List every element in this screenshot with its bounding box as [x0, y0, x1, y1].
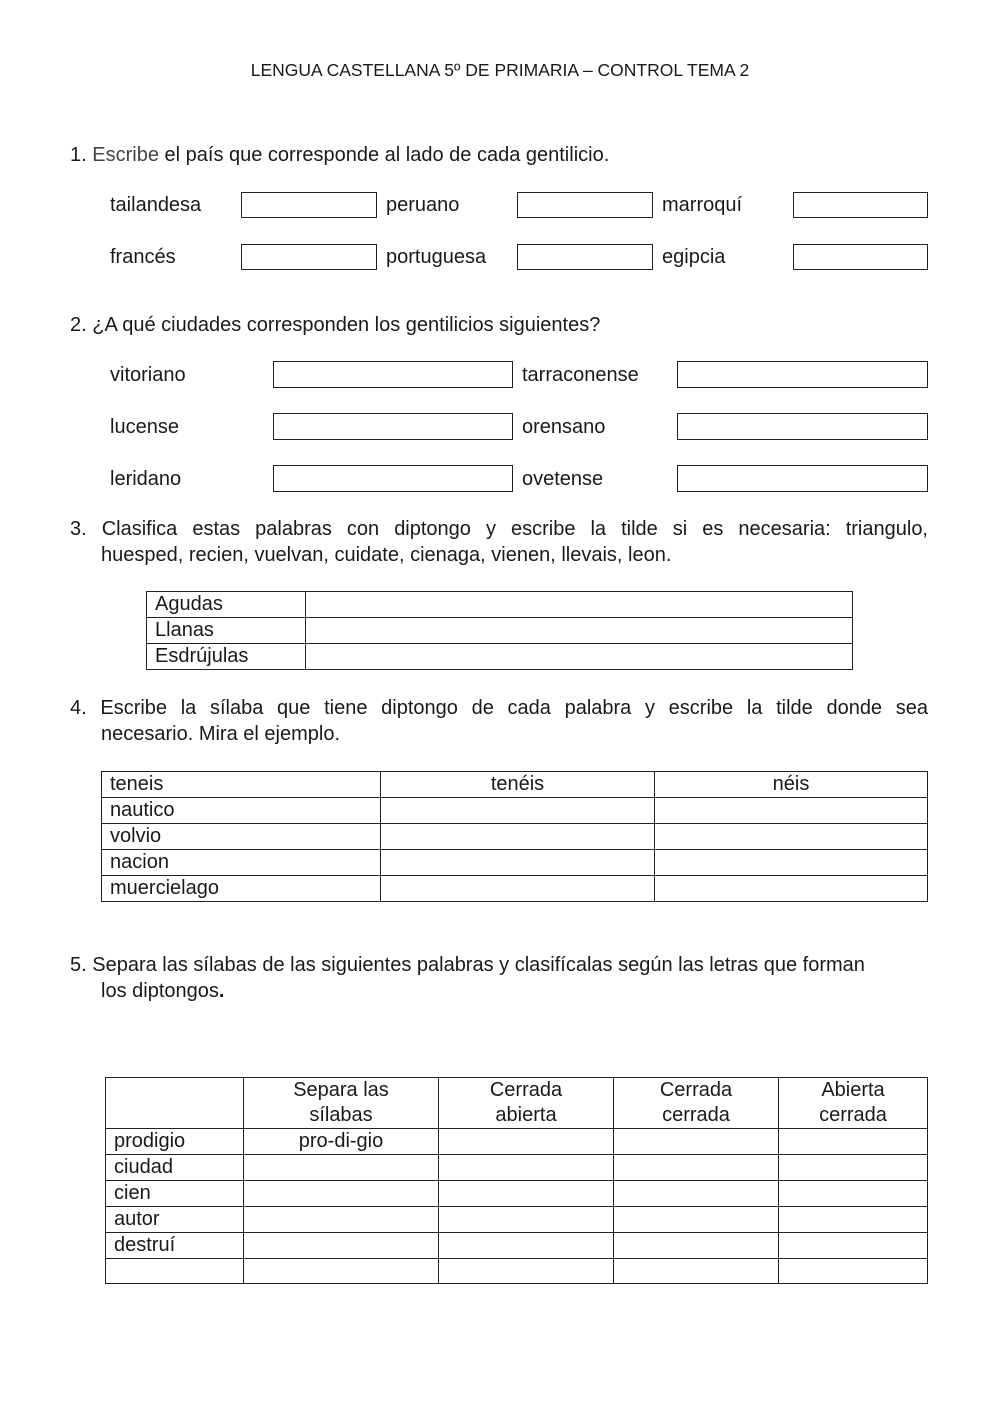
cerrada-abierta-cell[interactable] — [439, 1181, 614, 1207]
q1-label-peruano: peruano — [386, 194, 460, 216]
abierta-cerrada-cell[interactable] — [779, 1259, 928, 1284]
q1-label-tailandesa: tailandesa — [110, 194, 202, 216]
syllable-cell[interactable] — [655, 798, 928, 824]
word-cell: ciudad — [106, 1155, 244, 1181]
word-cell: muercielago — [102, 876, 381, 902]
tilde-cell[interactable] — [381, 824, 655, 850]
question-3-prompt — [70, 516, 928, 568]
q1-label-frances: francés — [110, 246, 176, 268]
q2-answer-box-4[interactable] — [677, 413, 928, 440]
cerrada-abierta-cell[interactable] — [439, 1129, 614, 1155]
answer-cell[interactable] — [306, 644, 853, 670]
syllable-split-cell: pro-di-gio — [244, 1129, 439, 1155]
syllable-cell[interactable] — [655, 824, 928, 850]
syllable-cell[interactable] — [655, 850, 928, 876]
cerrada-abierta-cell[interactable] — [439, 1233, 614, 1259]
syllable-split-cell[interactable] — [244, 1233, 439, 1259]
table-row — [106, 1259, 928, 1284]
q1-answer-box-2[interactable] — [517, 192, 653, 218]
table-row — [106, 1207, 928, 1233]
table-row — [102, 798, 928, 824]
classification-table — [146, 591, 853, 670]
header-cell: Separa las sílabas — [244, 1078, 439, 1129]
word-cell: prodigio — [106, 1129, 244, 1155]
answer-cell[interactable] — [306, 592, 853, 618]
word-cell: autor — [106, 1207, 244, 1233]
cerrada-cerrada-cell[interactable] — [614, 1129, 779, 1155]
syllable-split-cell[interactable] — [244, 1155, 439, 1181]
question-4-line-1: 4. Escribe la sílaba que tiene diptongo de cada palabra y escribe la tilde donde sea — [70, 697, 928, 719]
table-header-row — [106, 1078, 928, 1129]
cerrada-abierta-cell[interactable] — [439, 1207, 614, 1233]
question-1-number: 1. — [70, 144, 87, 166]
word-cell: destruí — [106, 1233, 244, 1259]
cerrada-cerrada-cell[interactable] — [614, 1259, 779, 1284]
word-cell: volvio — [102, 824, 381, 850]
header-cell: Cerrada abierta — [439, 1078, 614, 1129]
diptongo-table — [101, 771, 928, 902]
abierta-cerrada-cell[interactable] — [779, 1155, 928, 1181]
tilde-cell: tenéis — [381, 772, 655, 798]
table-row — [102, 850, 928, 876]
abierta-cerrada-cell[interactable] — [779, 1181, 928, 1207]
question-5-prompt — [70, 952, 865, 1004]
table-row — [106, 1233, 928, 1259]
page-title: LENGUA CASTELLANA 5º DE PRIMARIA – CONTROL TEMA 2 — [250, 60, 750, 80]
word-cell: teneis — [102, 772, 381, 798]
q2-label-vitoriano: vitoriano — [110, 364, 186, 386]
q1-label-egipcia: egipcia — [662, 246, 726, 268]
header-cell — [106, 1078, 244, 1129]
row-label: Esdrújulas — [147, 644, 306, 670]
row-label: Llanas — [147, 618, 306, 644]
question-1-prompt — [70, 142, 609, 168]
q1-label-marroqui: marroquí — [662, 194, 743, 216]
q1-label-portuguesa: portuguesa — [386, 246, 487, 268]
q2-answer-box-5[interactable] — [273, 465, 513, 492]
tilde-cell[interactable] — [381, 876, 655, 902]
table-row — [147, 644, 853, 670]
abierta-cerrada-cell[interactable] — [779, 1233, 928, 1259]
question-1-verb: Escribe — [92, 144, 159, 166]
question-3-line-2: huesped, recien, vuelvan, cuidate, cienaga, vienen, llevais, leon. — [101, 544, 672, 566]
q2-label-lucense: lucense — [110, 416, 179, 438]
q2-label-tarraconense: tarraconense — [522, 364, 639, 386]
q2-answer-box-6[interactable] — [677, 465, 928, 492]
syllable-table — [105, 1077, 928, 1284]
answer-cell[interactable] — [306, 618, 853, 644]
cerrada-cerrada-cell[interactable] — [614, 1207, 779, 1233]
tilde-cell[interactable] — [381, 798, 655, 824]
syllable-split-cell[interactable] — [244, 1259, 439, 1284]
table-row — [106, 1155, 928, 1181]
row-label: Agudas — [147, 592, 306, 618]
table-row — [106, 1129, 928, 1155]
q1-answer-box-1[interactable] — [241, 192, 377, 218]
tilde-cell[interactable] — [381, 850, 655, 876]
abierta-cerrada-cell[interactable] — [779, 1129, 928, 1155]
word-cell: cien — [106, 1181, 244, 1207]
header-cell: Cerrada cerrada — [614, 1078, 779, 1129]
cerrada-cerrada-cell[interactable] — [614, 1233, 779, 1259]
cerrada-cerrada-cell[interactable] — [614, 1155, 779, 1181]
syllable-cell[interactable] — [655, 876, 928, 902]
syllable-split-cell[interactable] — [244, 1181, 439, 1207]
q2-label-orensano: orensano — [522, 416, 606, 438]
question-4-line-2: necesario. Mira el ejemplo. — [101, 723, 340, 745]
table-row — [102, 876, 928, 902]
question-3-verb: Clasifica estas palabras con — [101, 518, 380, 540]
q2-answer-box-1[interactable] — [273, 361, 513, 388]
q2-answer-box-3[interactable] — [273, 413, 513, 440]
header-cell: Abierta cerrada — [779, 1078, 928, 1129]
cerrada-abierta-cell[interactable] — [439, 1259, 614, 1284]
q1-answer-box-4[interactable] — [241, 244, 377, 270]
table-row — [106, 1181, 928, 1207]
word-cell[interactable] — [106, 1259, 244, 1284]
word-cell: nacion — [102, 850, 381, 876]
q1-answer-box-5[interactable] — [517, 244, 653, 270]
syllable-cell: néis — [655, 772, 928, 798]
word-cell: nautico — [102, 798, 381, 824]
table-row — [102, 824, 928, 850]
q2-answer-box-2[interactable] — [677, 361, 928, 388]
table-row — [147, 592, 853, 618]
q2-label-ovetense: ovetense — [522, 468, 604, 490]
question-5-line-1: 5. Separa las sílabas de las siguientes palabras y clasifícalas según las letras que forman — [70, 954, 865, 976]
syllable-split-cell[interactable] — [244, 1207, 439, 1233]
table-row — [102, 772, 928, 798]
question-3-line-1: 3. Clasifica estas palabras con diptongo y escribe la tilde si es necesaria: triangulo, — [70, 518, 928, 540]
abierta-cerrada-cell[interactable] — [779, 1207, 928, 1233]
table-row — [147, 618, 853, 644]
cerrada-abierta-cell[interactable] — [439, 1155, 614, 1181]
q1-answer-box-3[interactable] — [793, 192, 928, 218]
question-1-text: el país que corresponde al lado de cada gentilicio. — [164, 144, 610, 166]
question-2-prompt: 2. ¿A qué ciudades corresponden los gentilicios siguientes? — [70, 314, 601, 336]
question-5-line-2: los diptongos. — [101, 980, 225, 1002]
question-4-prompt — [70, 695, 928, 747]
q1-answer-box-6[interactable] — [793, 244, 928, 270]
cerrada-cerrada-cell[interactable] — [614, 1181, 779, 1207]
q2-label-leridano: leridano — [110, 468, 182, 490]
